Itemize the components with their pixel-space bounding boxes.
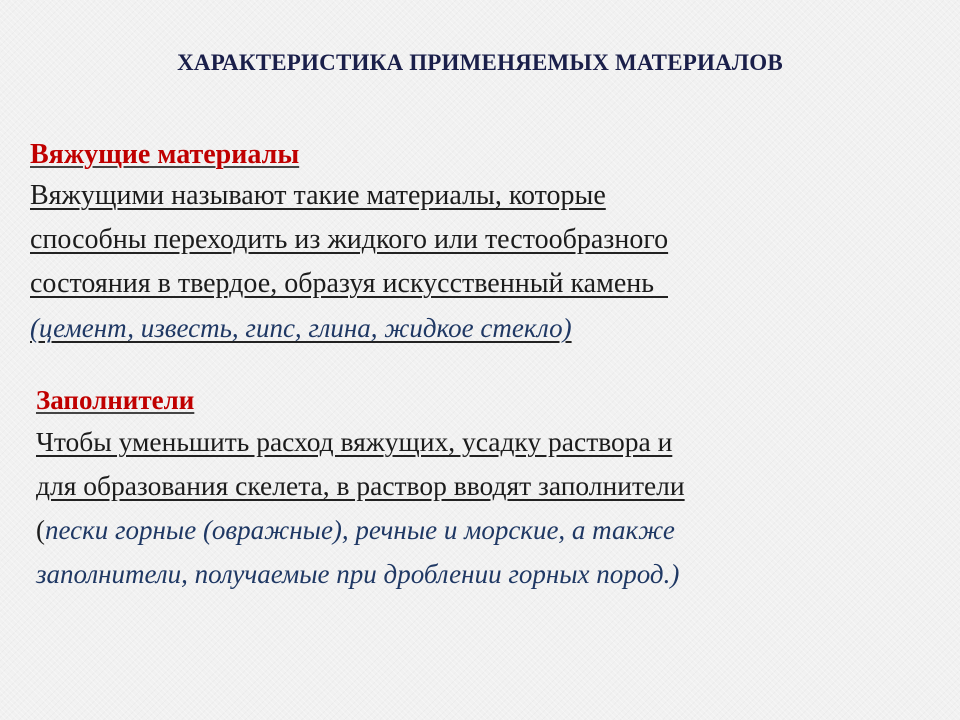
fillers-examples-open-paren: ( bbox=[36, 515, 45, 545]
fillers-text-line-1: Чтобы уменьшить расход вяжущих, усадку раствора и bbox=[36, 426, 673, 457]
fillers-heading: Заполнители bbox=[36, 385, 195, 415]
binders-heading: Вяжущие материалы bbox=[30, 139, 300, 170]
fillers-section bbox=[36, 380, 936, 596]
binders-examples: (цемент, известь, гипс, глина, жидкое стекло) bbox=[30, 313, 572, 343]
fillers-text-line-2: для образования скелета, в раствор вводят заполнители bbox=[36, 470, 685, 501]
fillers-examples-line-1: пески горные (овражные), речные и морские, а также bbox=[45, 515, 675, 545]
slide-title: ХАРАКТЕРИСТИКА ПРИМЕНЯЕМЫХ МАТЕРИАЛОВ bbox=[177, 50, 783, 75]
binders-text-line-2: способны переходить из жидкого или тестообразного bbox=[30, 224, 669, 255]
binders-text-line-1: Вяжущими называют такие материалы, которые bbox=[30, 180, 606, 211]
binders-text-line-3: состояния в твердое, образуя искусственный камень bbox=[30, 268, 668, 299]
fillers-examples-line-2: заполнители, получаемые при дроблении горных пород.) bbox=[36, 559, 680, 589]
binders-section bbox=[30, 136, 930, 350]
